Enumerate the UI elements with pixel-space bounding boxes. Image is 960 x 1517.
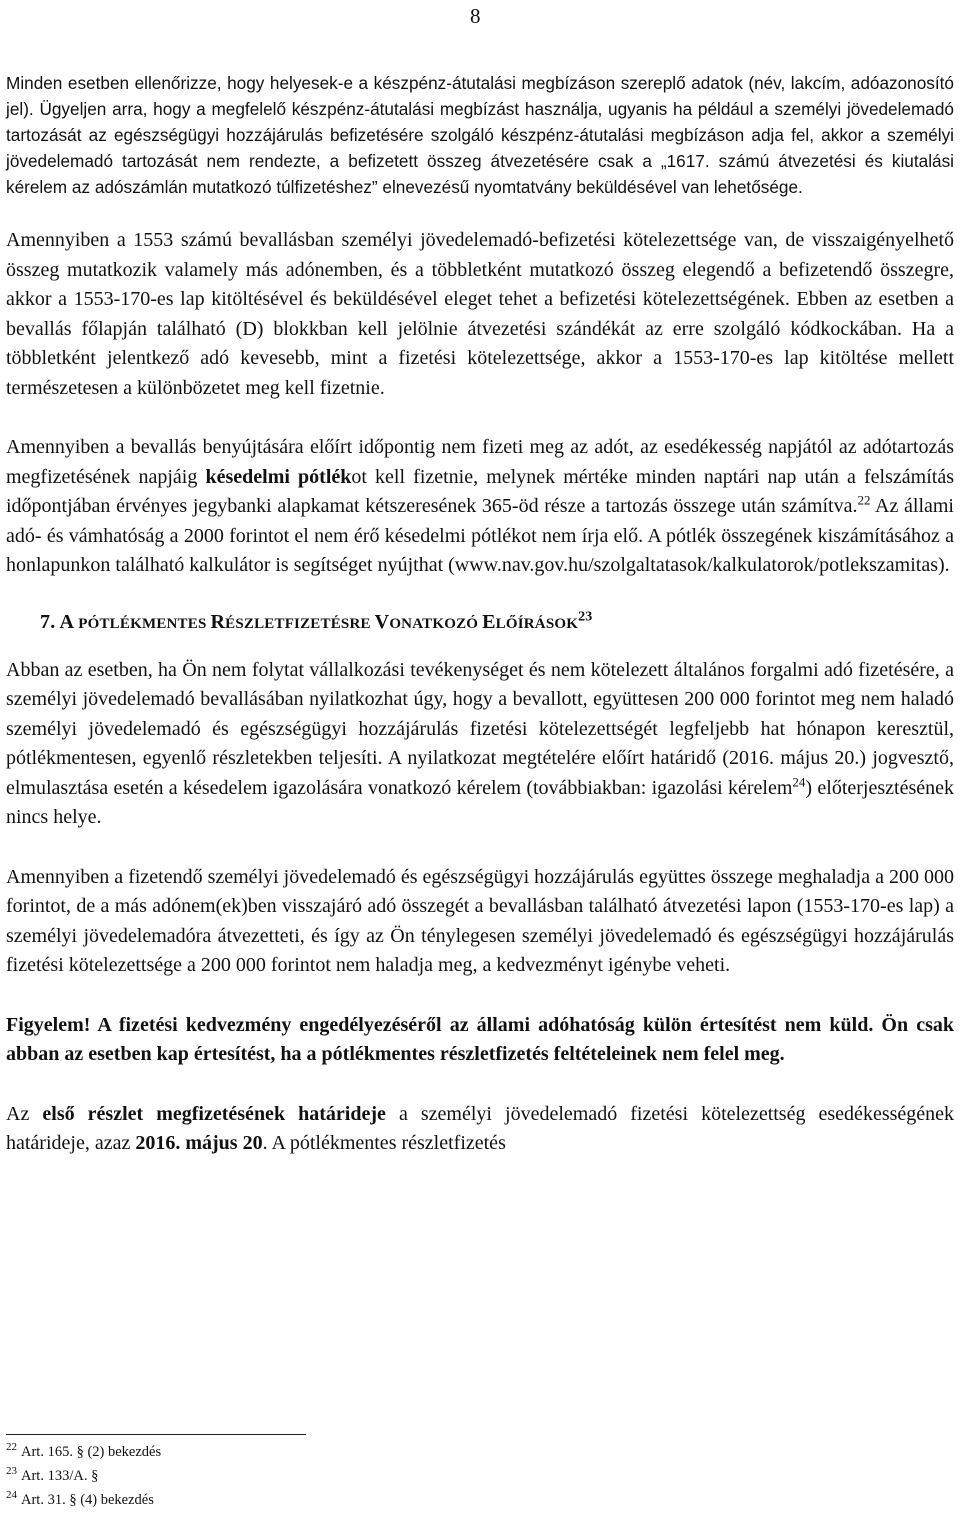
- paragraph-threshold: Amennyiben a fizetendő személyi jövedelemadó és egészségügyi hozzájárulás együttes összege meghaladja a 200 000 forintot, de a más adónem(ek)ben visszajáró adó összegét a bevallásban található átvezetési lapon (1553-170-es lap) a személyi jövedelemadóra átvezetteti, és így az Ön ténylegesen személyi jövedelemadó és egészségügyi hozzájárulás fizetési kötelezettsége a 200 000 forintot nem haladja meg, a kedvezményt igénybe veheti.: [6, 865, 954, 976]
- paragraph-text: a személyi jövedelemadó fizetési kötelezettség esedékességének határideje, azaz: [6, 1102, 955, 1154]
- document-body: [6, 70, 954, 1159]
- heading-text: E: [482, 610, 496, 633]
- paragraph-text: Amennyiben a bevallás benyújtására előírt időpontig nem fizeti meg az adót, az esedékesség napjától az adótartozás megfizetésének napjáig: [6, 436, 954, 488]
- footnote-ref-24: 24: [792, 773, 806, 789]
- heading-text: V: [374, 610, 390, 633]
- heading-number: 7.: [40, 610, 60, 633]
- footnote-ref-22: 22: [857, 492, 871, 508]
- footnote-number: 23: [6, 1465, 17, 1478]
- heading-text: PÓTLÉKMENTES: [78, 615, 211, 632]
- heading-text: ÉSZLETFIZETÉSRE: [225, 615, 375, 632]
- page-number: 8: [470, 4, 481, 28]
- paragraph-text: . A pótlékmentes részletfizetés: [262, 1132, 506, 1154]
- paragraph-text: Ebben az esetben a bevallás főlapján található (D) blokkban kell jelölnie átvezetési szándékát az erre szolgáló kódkockában. Ha a többletként jelentkező adó kevesebb, mint a fizetési kötelezettsége, akkor a 1553-170-es lap kitöltése mellett természetesen a különbözetet meg kell fizetnie.: [6, 288, 954, 399]
- paragraph-text: Az állami adó- és vámhatóság a 2000 forintot el nem érő késedelmi pótlékot nem írja elő. A pótlék összegének kiszámításához a honlapunkon található kalkulátor is segítséget nyújthat (www.nav.gov.hu/szolgaltatasok/kalkulatorok/potlekszamitas).: [6, 495, 954, 576]
- paragraph-text: Abban az esetben, ha Ön nem folytat vállalkozási tevékenységet és nem kötelezett általános forgalmi adó fizetésére, a személyi jövedelemadó bevallásában nyilatkozhat úgy, hogy a bevallott, együttesen 200 000 forintot meg nem haladó személyi jövedelemadó és egészségügyi hozzájárulás fizetési kötelezettségét legfeljebb hat hónapon keresztül, pótlékmentesen, egyenlő részletekben teljesíti. A nyilatkozat megtételére előírt határidő (2016. május 20.) jogvesztő, elmulasztása esetén a késedelem igazolására vonatkozó kérelem (továbbiakban: igazolási kérelem: [6, 658, 954, 799]
- footnote-ref-23: 23: [578, 608, 593, 624]
- footnote-divider: [6, 1434, 306, 1435]
- heading-text: R: [210, 610, 226, 633]
- paragraph-text: Amennyiben a 1553 számú bevallásban személyi jövedelemadó-befizetési kötelezettsége van, de visszaigényelhető összeg mutatkozik valamely más adónemben, és a többletként mutatkozó összeg elegendő a befizetendő összegre, akkor a 1553-170-es lap kitöltésével és beküldésével eleget tehet a befizetési kötelezettségének.: [6, 229, 954, 310]
- paragraph-late-payment: [6, 433, 954, 581]
- footnote-text: Art. 133/A. §: [21, 1468, 99, 1484]
- footnotes: [6, 1440, 161, 1512]
- paragraph-first-installment: [6, 1100, 954, 1159]
- late-fee-term: késedelmi pótlék: [205, 465, 352, 488]
- paragraph-text: Az: [6, 1102, 43, 1125]
- paragraph-1553-offset: [6, 226, 954, 403]
- footnote-22: [6, 1440, 161, 1464]
- heading-text: LŐÍRÁSOK: [495, 615, 579, 632]
- deadline-date: 2016. május 20: [135, 1132, 263, 1154]
- paragraph-text: ot kell fizetnie, melynek mértéke minden naptári nap után a felszámítás időpontjában érvényes jegybanki alapkamat kétszeresének 365-öd része a tartozás összege után számítva.: [6, 465, 954, 517]
- paragraph-transfer-check: Minden esetben ellenőrizze, hogy helyesek-e a készpénz-átutalási megbízáson szereplő adatok (név, lakcím, adóazonosító jel). Ügyeljen arra, hogy a megfelelő készpénz-átutalási megbízást használja, ugyanis ha például a személyi jövedelemadó tartozását az egészségügyi hozzájárulás befizetésére szolgáló készpénz-átutalási megbízáson adja fel, akkor a személyi jövedelemadó tartozását nem rendezte, a befizetett összeg átvezetésére csak a „1617. számú átvezetési és kiutalási kérelem az adószámlán mutatkozó túlfizetéshez” elnevezésű nyomtatvány beküldésével van lehetősége.: [6, 73, 954, 197]
- deadline-term: első részlet megfizetésének határideje: [42, 1102, 386, 1125]
- footnote-number: 22: [6, 1441, 17, 1454]
- heading-text: A: [59, 610, 79, 633]
- paragraph-text: ) előterjesztésének nincs helye.: [6, 776, 954, 828]
- footnote-text: Art. 31. § (4) bekezdés: [21, 1492, 154, 1508]
- footnote-text: Art. 165. § (2) bekezdés: [21, 1444, 162, 1460]
- footnote-24: [6, 1488, 161, 1512]
- paragraph-installment-eligibility: [6, 656, 954, 833]
- paragraph-notice-warning: Figyelem! A fizetési kedvezmény engedélyezéséről az állami adóhatóság külön értesítést nem küld. Ön csak abban az esetben kap értesítést, ha a pótlékmentes részletfizetés feltételeinek nem felel meg.: [6, 1013, 954, 1065]
- footnote-number: 24: [6, 1489, 17, 1502]
- footnote-23: [6, 1464, 161, 1488]
- heading-text: ONATKOZÓ: [389, 615, 483, 632]
- section-heading: [40, 608, 954, 634]
